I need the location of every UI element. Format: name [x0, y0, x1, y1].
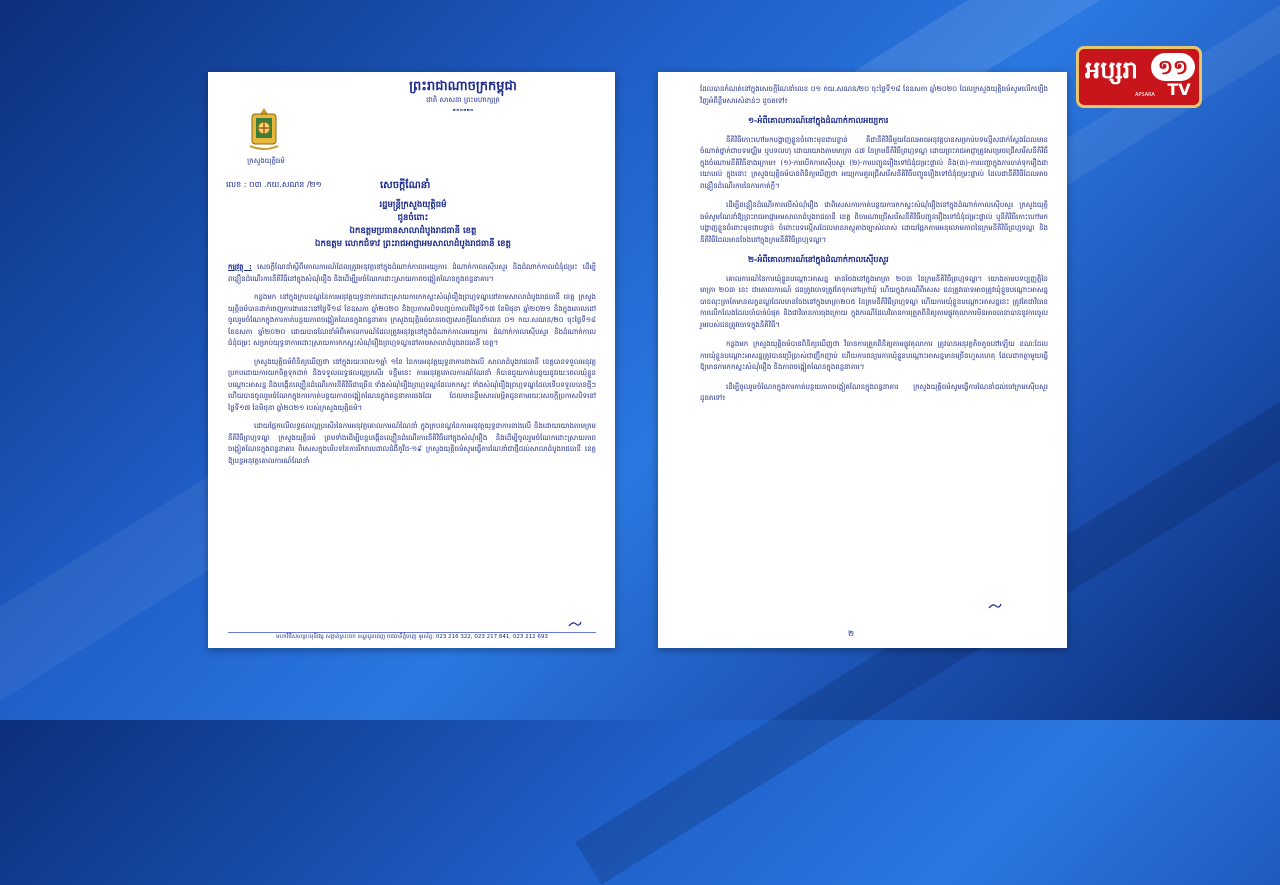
body-paragraph: ដើម្បីចូលរួមចំណែកក្នុងការកាត់បន្ថយភាពចង្អៀតណែនក្នុងពន្ធនាគារ ក្រសួងយុត្តិធម៌សូមធ្វើការណែនាំដល់ចៅក្រមស៊ើបសួរ ដូចតទៅ៖ — [700, 382, 1048, 402]
body-paragraph: គោលការណ៍នៃការឃុំខ្លួនបណ្តោះអាសន្ន មានចែងនៅក្នុងមាត្រា ២០៣ នៃក្រមនីតិវិធីព្រហ្មទណ្ឌ។ យោងតាមបទប្បញ្ញត្តិនៃមាត្រា ២០៣ នេះ ជាគោលការណ៍ ជនត្រូវចោទត្រូវតែទុកនៅក្រៅឃុំ ហើយក្នុងករណីពិសេស ជនត្រូវចោទអាចត្រូវឃុំខ្លួនបណ្តោះអាសន្នបានលុះត្រាតែមានលក្ខខណ្ឌដែលមានចែងនៅក្នុងមាត្រា២០៥ នៃក្រមនីតិវិធីព្រហ្មទណ្ឌ ហើយការឃុំខ្លួនបណ្តោះអាសន្ននេះ ត្រូវតែជាវិធានការលើកលែងដែលចាំបាច់បំផុត និងជាវិធានការចុងក្រោយ ក្នុងករណីដែលវិធានការត្រួតពិនិត្យតាមផ្លូវតុលាការមិនអាចធានាបាននូវការចូលរួមរបស់ជនត្រូវចោទក្នុងនីតិវិធី។ — [700, 274, 1048, 329]
section-heading: ១-អំពីគោលការណ៍នៅក្នុងដំណាក់កាលអយ្យការ — [748, 116, 889, 125]
addressee-line: ឯកឧត្តមប្រធានសាលាដំបូងរាជធានី ខេត្ត — [349, 226, 477, 236]
initial-mark-icon — [988, 602, 1002, 610]
addressee-block — [228, 199, 598, 251]
page1-body — [228, 262, 596, 474]
page-number: ២ — [848, 629, 855, 638]
body-paragraph: ក្រសួងយុត្តិធម៌ពិនិត្យឃើញថា នៅក្នុងរយៈពេល១ឆ្នាំ ១ខែ នៃការអនុវត្តយុទ្ធនាការខាងលើ សាលាដំបូងរាជធានី ខេត្តបានទទួលអនុវត្តប្រកបដោយការយកចិត្តទុកដាក់ និងទទួលលទ្ធផលល្អប្រសើរ ទន្ទឹមនេះ ការអនុវត្តគោលការណ៍ណែនាំ ក៏បានជួយកាត់បន្ថយនូវរយៈពេលឃុំខ្លួនបណ្តោះអាសន្ន និងបង្កើនល្បឿនដំណើរការនីតិវិធីជាច្រើន ទាំងសំណុំរឿងព្រហ្មទណ្ឌដែលកកស្ទះ ទាំងសំណុំរឿងព្រហ្មទណ្ឌដែលទើបទទួលបានថ្មីៗ ហើយបានចូលរួមចំណែកក្នុងការកាត់បន្ថយភាពចង្អៀតណែនក្នុងពន្ធនាគារផងដែរ ដែលមានខ្លឹមសារលម្អិតជូនតាមរយៈសេចក្តីប្រកាសបិទនៅថ្ងៃទី១៧ ខែមិថុនា ឆ្នាំ២០២១ របស់ក្រសួងយុត្តិធម៌។ — [228, 357, 596, 412]
subject-text: សេចក្តីណែនាំស្តីពីគោលការណ៍ដែលត្រូវអនុវត្តនៅក្នុងដំណាក់កាលអយ្យការ ដំណាក់កាលស៊ើបសួរ និងដំណាក់កាលជំនុំជម្រះ ដើម្បីពន្លឿនដំណើរការនីតិវិធីនៅក្នុងសំណុំរឿង និងដើម្បីរួមចំណែកដោះស្រាយភាពចង្អៀតណែនក្នុងពន្ធនាគារ។ — [228, 263, 596, 283]
subject-label: កម្មវត្ថុ : — [228, 263, 252, 271]
document-page-1 — [208, 72, 615, 648]
letterhead-footer: មហាវិថីសហព្រះមុនីវង្ស សង្កាត់ស្រះចក ខណ្ឌដូនពេញ រាជធានីភ្នំពេញ ទូរស័ព្ទ: 023 216 322, 023 217 841, 023 212 693 — [228, 632, 596, 642]
national-motto: ជាតិ សាសនា ព្រះមហាក្សត្រ — [426, 96, 500, 104]
addressee-line: រដ្ឋមន្ត្រីក្រសួងយុត្តិធម៌ — [379, 200, 447, 210]
body-paragraph: ដោយផ្អែកលើលទ្ធផលល្អប្រសើរនៃការអនុវត្តគោលការណ៍ណែនាំ ក្នុងក្របខណ្ឌនៃការអនុវត្តយុទ្ធនាការខាងលើ និងដោយយោងតាមក្រមនីតិវិធីព្រហ្មទណ្ឌ ក្រសួងយុត្តិធម៌ ព្រមទាំងដើម្បីបន្តបង្កើនល្បឿនដំណើរការនីតិវិធីនៅក្នុងសំណុំរឿង និងដើម្បីចូលរួមចំណែកដោះស្រាយភាពចង្អៀតណែនក្នុងពន្ធនាគារ ពិសេសក្នុងបរិបទនៃការរីករាលដាលជំងឺកូវីដ-១៩ ក្រសួងយុត្តិធម៌សូមធ្វើការណែនាំជាថ្មីដល់សាលាដំបូងរាជធានី ខេត្ត ឱ្យបន្តអនុវត្តគោលការណ៍ណែនាំ — [228, 422, 596, 465]
initial-mark-icon — [568, 620, 582, 628]
ornament-divider: ⊷⊶⊷ — [452, 106, 474, 114]
channel-logo-tv: TV — [1167, 80, 1191, 99]
addressee-line: ជូនចំពោះ — [397, 213, 429, 223]
page2-body — [700, 84, 1048, 413]
body-paragraph: ដើម្បីពន្លឿនដំណើរការលើសំណុំរឿង ជាពិសេសការកាត់បន្ថយការកកស្ទះសំណុំរឿងនៅក្នុងដំណាក់កាលស៊ើបសួរ ក្រសួងយុត្តិធម៌សូមណែនាំឱ្យព្រះរាជអាជ្ញាអមសាលាដំបូងរាជធានី ខេត្ត ពិចារណាជ្រើសរើសនីតិវិធីបញ្ជូនរឿងទៅជំនុំជម្រះផ្ទាល់ ឬនីតិវិធីកោះហៅមកបង្ហាញខ្លួនចំពោះមុខជាបន្ទាន់ ចំពោះបទល្មើសដែលមានភស្តុតាងច្បាស់លាស់ ដោយផ្អែកតាមអនុលោមភាពនៃក្រមនីតិវិធីព្រហ្មទណ្ឌ និងនីតិវិធីដែលមានចែងនៅក្នុងក្រមនីតិវិធីព្រហ្មទណ្ឌ។ — [700, 201, 1048, 244]
document-title: សេចក្តីណែនាំ — [380, 180, 431, 191]
ministry-emblem-icon — [244, 106, 284, 152]
channel-logo-subtitle: APSARA — [1135, 92, 1155, 98]
body-paragraph: កន្លងមក នៅក្នុងក្របខណ្ឌនៃការអនុវត្តយុទ្ធនាការដោះស្រាយការកកស្ទះសំណុំរឿងព្រហ្មទណ្ឌនៅតាមសាលាដំបូងរាជធានី ខេត្ត ក្រសួងយុត្តិធម៌បានដាក់ចេញការងារនេះនៅថ្ងៃទី១៨ ខែឧសភា ឆ្នាំ២០២០ និងប្រកាសបិទបញ្ចប់កាលពីថ្ងៃទី១៧ ខែមិថុនា ឆ្នាំ២០២១ និងក្នុងគោលដៅចូលរួមចំណែកក្នុងការកាត់បន្ថយភាពចង្អៀតណែនក្នុងពន្ធនាគារ ក្រសួងយុត្តិធម៌បានចេញសេចក្តីណែនាំលេខ ០១ កយ.សណន/២០ ចុះថ្ងៃទី១៨ ខែឧសភា ឆ្នាំ២០២០ ដោយបានណែនាំអំពីគោលការណ៍ដែលត្រូវអនុវត្តនៅក្នុងដំណាក់កាលអយ្យការ ដំណាក់កាលស៊ើបសួរ និងដំណាក់កាលជំនុំជម្រះ សម្រាប់យុទ្ធនាការដោះស្រាយការកកស្ទះសំណុំរឿងព្រហ្មទណ្ឌនៅតាមសាលាដំបូងរាជធានី ខេត្ត។ — [228, 293, 596, 347]
document-page-2 — [658, 72, 1067, 648]
reference-number: លេខ : ០៣ .កយ.សណន /២១ — [226, 180, 322, 189]
channel-logo — [1076, 46, 1202, 108]
kingdom-heading: ព្រះរាជាណាចក្រកម្ពុជា — [409, 79, 517, 94]
addressee-line: ឯកឧត្តម លោកជំទាវ ព្រះរាជអាជ្ញាអមសាលាដំបូងរាជធានី ខេត្ត — [315, 239, 511, 249]
channel-logo-name: អប្សរា — [1085, 56, 1138, 84]
body-paragraph: នីតិវិធីកោះហៅមកបង្ហាញខ្លួនចំពោះមុខជាបន្ទាន់ គឺជានីតិវិធីមួយដែលអាចអនុវត្តបានសម្រាប់បទល្មើសជាក់ស្តែងដែលមានចំណាត់ថ្នាក់ជាបទមជ្ឈិម ឬបទលហុ ដោយយោងតាមមាត្រា ៤៧ នៃក្រមនីតិវិធីព្រហ្មទណ្ឌ ដោយព្រះរាជអាជ្ញាត្រូវសម្រេចជ្រើសរើសនីតិវិធីក្នុងចំណោមនីតិវិធីខាងក្រោម៖ (១)-ការបើកការស៊ើបសួរ (២)-ការបញ្ជូនរឿងទៅជំនុំជម្រះផ្ទាល់ និង(៣)-ការបញ្ជាក្នុងការចាត់ទុករឿងជាយោបល់ ក្នុងនោះ ក្រសួងយុត្តិធម៌បានពិនិត្យឃើញថា អយ្យការគួរជ្រើសរើសនីតិវិធីបញ្ជូនរឿងទៅជំនុំជម្រះផ្ទាល់ ដែលជានីតិវិធីដែលអាចពន្លឿនដំណើរការនៃការកាត់ក្តី។ — [700, 135, 1048, 190]
intro-paragraph: ដែលបានកំណត់នៅក្នុងសេចក្តីណែនាំលេខ ០១ កយ.សណន/២០ ចុះថ្ងៃទី១៨ ខែឧសភា ឆ្នាំ២០២០ ដែលក្រសួងយុត្តិធម៌សូមលើកឡើងវិញអំពីខ្លឹមសារសំខាន់ៗ ដូចតទៅ៖ — [700, 85, 1048, 105]
section-heading: ២-អំពីគោលការណ៍នៅក្នុងដំណាក់កាលស៊ើបសួរ — [748, 255, 889, 264]
body-paragraph: កន្លងមក ក្រសួងយុត្តិធម៌បានពិនិត្យឃើញថា វិធានការត្រួតពិនិត្យតាមផ្លូវតុលាការ ត្រូវបានអនុវត្តតិចតួចនៅឡើយ ខណៈដែលការឃុំខ្លួនបណ្តោះអាសន្នត្រូវបានប្រើប្រាស់ជាញឹកញាប់ ហើយការពន្យារការឃុំខ្លួនបណ្តោះអាសន្នមានច្រើនហួសហេតុ ដែលជាកត្តាមួយធ្វើឱ្យមានការកកស្ទះសំណុំរឿង និងភាពចង្អៀតណែនក្នុងពន្ធនាគារ។ — [700, 340, 1048, 371]
letterhead — [338, 78, 588, 115]
channel-logo-number: ១១ — [1151, 53, 1195, 81]
ministry-name: ក្រសួងយុត្តិធម៌ — [247, 157, 285, 165]
